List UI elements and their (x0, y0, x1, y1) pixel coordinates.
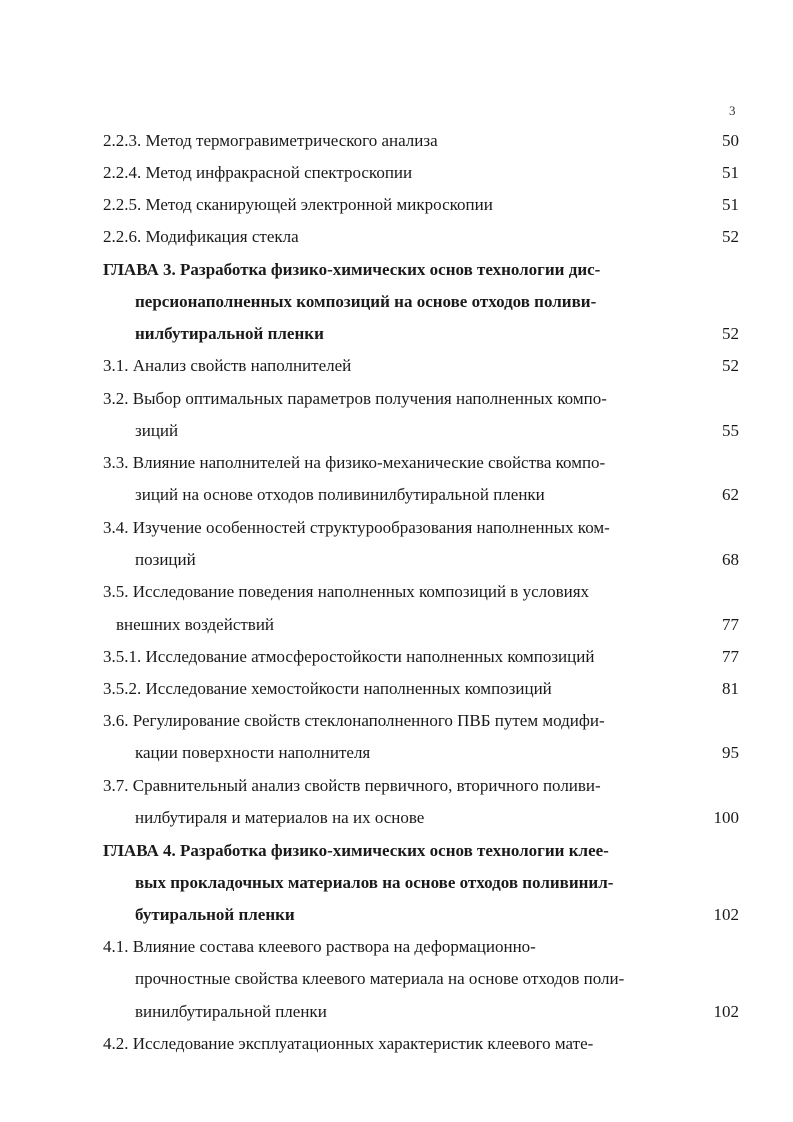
toc-entry-text: персионаполненных композиций на основе отходов поливи- (135, 292, 597, 311)
toc-chapter-3-line-1 (0, 254, 793, 286)
toc-entry-3-5-line-1 (0, 576, 793, 608)
toc-entry-2-2-6 (0, 221, 793, 253)
toc-entry-3-4-line-2 (0, 544, 793, 576)
toc-entry-3-2-line-2 (0, 415, 793, 447)
toc-entry-page: 100 (713, 808, 739, 827)
toc-entry-text: кации поверхности наполнителя (135, 743, 371, 762)
toc-entry-4-1-line-1 (0, 931, 793, 963)
toc-entry-3-2-line-1 (0, 383, 793, 415)
toc-chapter-4-line-2 (0, 867, 793, 899)
toc-entry-text: 3.3. Влияние наполнителей на физико-механические свойства компо- (103, 453, 606, 472)
toc-entry-text: прочностные свойства клеевого материала на основе отходов поли- (135, 969, 625, 988)
toc-entry-3-5-line-2 (0, 609, 793, 641)
toc-chapter-4-line-1 (0, 835, 793, 867)
toc-entry-page: 51 (722, 195, 739, 214)
toc-entry-4-1-line-2 (0, 963, 793, 995)
toc-entry-text: 3.5.2. Исследование хемостойкости наполненных композиций (103, 679, 552, 698)
toc-entry-text: 3.2. Выбор оптимальных параметров получения наполненных компо- (103, 389, 607, 408)
toc-entry-text: 3.4. Изучение особенностей структурообразования наполненных ком- (103, 518, 610, 537)
toc-entry-text: 2.2.5. Метод сканирующей электронной микроскопии (103, 195, 493, 214)
toc-entry-3-5-2 (0, 673, 793, 705)
toc-entry-text: ГЛАВА 3. Разработка физико-химических основ технологии дис- (103, 260, 601, 279)
toc-entry-page: 102 (713, 1002, 739, 1021)
toc-entry-text: позиций (135, 550, 196, 569)
toc-entry-text: вых прокладочных материалов на основе отходов поливинил- (135, 873, 614, 892)
toc-entry-page: 55 (722, 421, 739, 440)
toc-entry-text: 2.2.4. Метод инфракрасной спектроскопии (103, 163, 413, 182)
toc-entry-page: 52 (722, 227, 739, 246)
toc-entry-page: 81 (722, 679, 739, 698)
toc-entry-3-7-line-2 (0, 802, 793, 834)
toc-entry-text: внешних воздействий (116, 615, 275, 634)
toc-entry-text: винилбутиральной пленки (135, 1002, 327, 1021)
toc-entry-3-5-1 (0, 641, 793, 673)
toc-chapter-3-line-3 (0, 318, 793, 350)
toc-entry-page: 68 (722, 550, 739, 569)
toc-entry-page: 77 (722, 647, 739, 666)
toc-entry-4-1-line-3 (0, 996, 793, 1028)
toc-entry-page: 62 (722, 485, 739, 504)
toc-entry-page: 77 (722, 615, 739, 634)
toc-entry-text: 4.1. Влияние состава клеевого раствора на деформационно- (103, 937, 536, 956)
toc-entry-text: ГЛАВА 4. Разработка физико-химических основ технологии клее- (103, 841, 609, 860)
toc-entry-text: 4.2. Исследование эксплуатационных характеристик клеевого мате- (103, 1034, 594, 1053)
toc-entry-page: 95 (722, 743, 739, 762)
toc-entry-page: 102 (713, 905, 739, 924)
toc-entry-text: 3.7. Сравнительный анализ свойств первичного, вторичного поливи- (103, 776, 601, 795)
toc-entry-3-3-line-2 (0, 479, 793, 511)
toc-entry-2-2-4 (0, 157, 793, 189)
toc-entry-page: 50 (722, 131, 739, 150)
toc-entry-text: бутиральной пленки (135, 905, 295, 924)
toc-entry-text: зиций (135, 421, 179, 440)
toc-entry-text: 2.2.3. Метод термогравиметрического анализа (103, 131, 438, 150)
toc-entry-3-6-line-1 (0, 705, 793, 737)
toc-entry-text: нилбутиральной пленки (135, 324, 324, 343)
toc-entry-3-7-line-1 (0, 770, 793, 802)
page-number: 3 (729, 103, 736, 118)
toc-entry-3-3-line-1 (0, 447, 793, 479)
toc-entry-text: 3.5.1. Исследование атмосферостойкости наполненных композиций (103, 647, 595, 666)
toc-entry-text: нилбутираля и материалов на их основе (135, 808, 425, 827)
toc-entry-4-2-line-1 (0, 1028, 793, 1060)
toc-entry-page: 52 (722, 356, 739, 375)
toc-entry-2-2-5 (0, 189, 793, 221)
toc-entry-3-1 (0, 350, 793, 382)
toc-entry-3-4-line-1 (0, 512, 793, 544)
toc-entry-text: 2.2.6. Модификация стекла (103, 227, 299, 246)
toc-entry-text: 3.1. Анализ свойств наполнителей (103, 356, 352, 375)
toc-entry-page: 52 (722, 324, 739, 343)
toc-entry-3-6-line-2 (0, 737, 793, 769)
toc-entry-text: 3.5. Исследование поведения наполненных композиций в условиях (103, 582, 590, 601)
toc-entry-text: зиций на основе отходов поливинилбутиральной пленки (135, 485, 545, 504)
toc-chapter-3-line-2 (0, 286, 793, 318)
toc-entry-2-2-3 (0, 125, 793, 157)
toc-entry-text: 3.6. Регулирование свойств стеклонаполненного ПВБ путем модифи- (103, 711, 605, 730)
toc-chapter-4-line-3 (0, 899, 793, 931)
toc-entry-page: 51 (722, 163, 739, 182)
